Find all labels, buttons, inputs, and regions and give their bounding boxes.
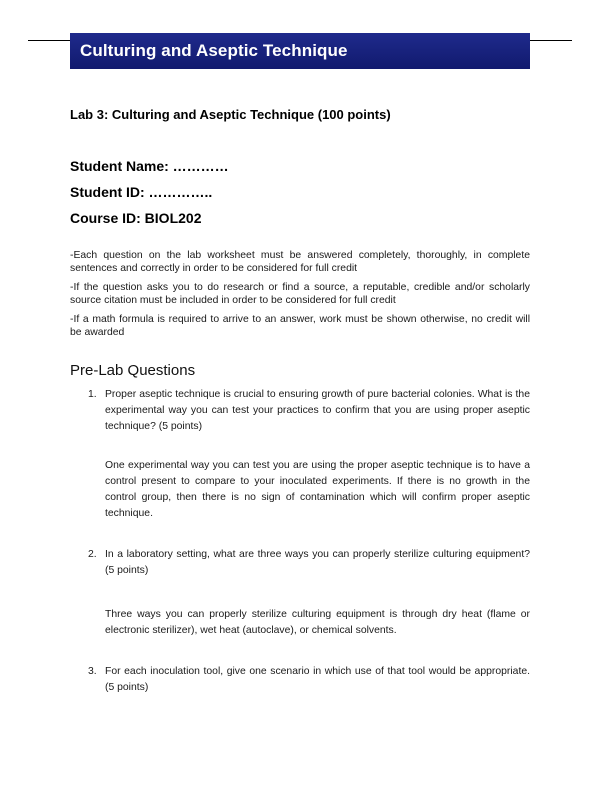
question-2	[88, 547, 530, 579]
instruction-sources: -If the question asks you to do research or find a source, a reputable, credible and/or scholarly source citation must be included in order to be considered for full credit	[70, 282, 530, 306]
student-name-line: Student Name: …………	[70, 158, 229, 174]
question-3	[88, 664, 530, 696]
title-banner	[70, 33, 530, 69]
student-id-line: Student ID: …………..	[70, 184, 213, 200]
question-text: Proper aseptic technique is crucial to ensuring growth of pure bacterial colonies. What is the experimental way you can test your practices to confirm that you are using proper aseptic technique? (5 points)	[105, 389, 530, 432]
answer-1: One experimental way you can test you are using the proper aseptic technique is to have a control present to compare to your inoculated experiments. If there is no growth in the control group, then there is no sign of contamination which will confirm proper aseptic technique.	[105, 460, 530, 519]
question-number: 1.	[88, 389, 97, 400]
question-1	[88, 387, 530, 435]
question-number: 2.	[88, 549, 97, 560]
question-text: In a laboratory setting, what are three ways you can properly sterilize culturing equipment? (5 points)	[105, 549, 530, 576]
banner-title: Culturing and Aseptic Technique	[80, 41, 348, 60]
course-id-line: Course ID: BIOL202	[70, 210, 202, 226]
instructions-block	[70, 250, 530, 346]
instruction-math: -If a math formula is required to arrive to an answer, work must be shown otherwise, no credit will be awarded	[70, 314, 530, 338]
question-number: 3.	[88, 666, 97, 677]
answer-2: Three ways you can properly sterilize culturing equipment is through dry heat (flame or electronic sterilizer), wet heat (autoclave), or chemical solvents.	[105, 609, 530, 636]
prelab-heading: Pre-Lab Questions	[70, 362, 196, 379]
question-text: For each inoculation tool, give one scenario in which use of that tool would be appropriate. (5 points)	[105, 666, 530, 693]
lab-title: Lab 3: Culturing and Aseptic Technique (100 points)	[70, 107, 391, 122]
instruction-completeness: -Each question on the lab worksheet must be answered completely, thoroughly, in complete sentences and correctly in order to be considered for full credit	[70, 250, 530, 274]
